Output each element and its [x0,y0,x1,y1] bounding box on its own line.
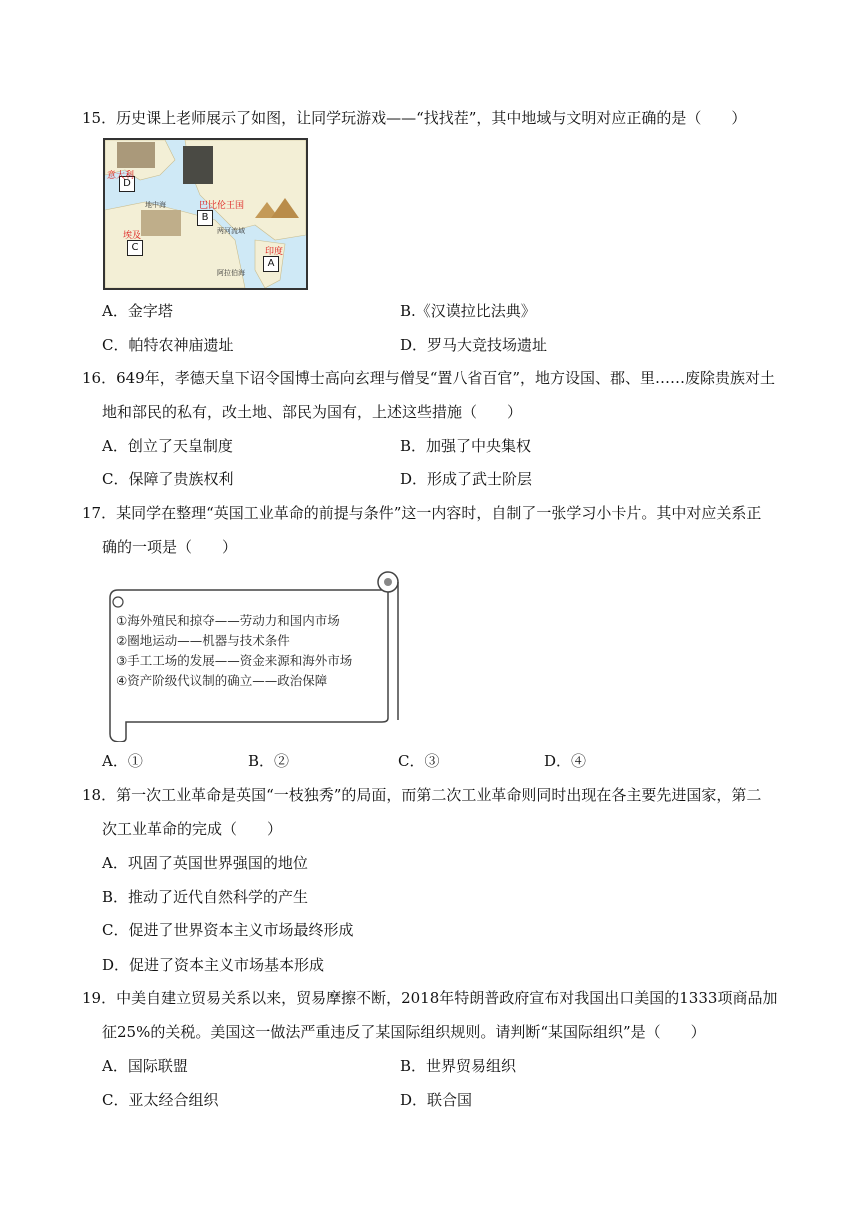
map-label-small2: 两河流域 [217,227,245,235]
q17-option-c[interactable]: C．③ [398,752,440,770]
q19-option-a[interactable]: A．国际联盟 [102,1057,188,1075]
q18-option-c[interactable]: C．促进了世界资本主义市场最终形成 [102,921,354,939]
map-letter-d: D [119,176,135,192]
map-label-small3: 阿拉伯海 [217,269,245,277]
q18-stem-line2: 次工业革命的完成（ ） [102,820,283,838]
q18-option-a[interactable]: A．巩固了英国世界强国的地位 [102,854,308,872]
q17-option-a[interactable]: A．① [102,752,143,770]
q15-map-figure [103,138,308,290]
q16-option-d[interactable]: D．形成了武士阶层 [400,470,533,488]
card-item-4: ④资产阶级代议制的确立——政治保障 [116,673,328,688]
q17-option-b[interactable]: B．② [248,752,290,770]
q18-stem-line1: 18．第一次工业革命是英国“一枝独秀”的局面，而第二次工业革命则同时出现在各主要先进国家，第二 [82,786,762,804]
q16-stem-line2: 地和部民的私有，改土地、部民为国有，上述这些措施（ ） [102,403,523,421]
card-item-2: ②圈地运动——机器与技术条件 [116,633,290,648]
q18-option-b[interactable]: B．推动了近代自然科学的产生 [102,888,309,906]
q19-option-c[interactable]: C．亚太经合组织 [102,1091,219,1109]
q16-stem-line1: 16．649年，孝德天皇下诏令国博士高向玄理与僧旻“置八省百官”，地方设国、郡、里……废除贵族对土 [82,369,776,387]
q19-stem-line2: 征25%的关税。美国这一做法严重违反了某国际组织规则。请判断“某国际组织”是（ ） [102,1023,706,1041]
map-letter-a: A [263,256,279,272]
q15-stem: 15．历史课上老师展示了如图，让同学玩游戏——“找找茬”，其中地域与文明对应正确的是（ ） [82,109,747,127]
q17-stem-line1: 17．某同学在整理“英国工业革命的前提与条件”这一内容时，自制了一张学习小卡片。其中对应关系正 [82,504,762,522]
map-label-india: 印度 [265,247,284,257]
q17-stem-line2: 确的一项是（ ） [102,538,238,556]
q16-option-b[interactable]: B．加强了中央集权 [400,437,532,455]
q15-option-b[interactable]: B.《汉谟拉比法典》 [400,302,536,320]
map-letter-c: C [127,240,143,256]
q17-option-d[interactable]: D．④ [544,752,587,770]
map-label-egypt: 埃及 [123,231,142,241]
map-label-babylon: 巴比伦王国 [199,201,245,211]
map-letter-b: B [197,210,213,226]
q19-option-d[interactable]: D．联合国 [400,1091,473,1109]
q18-option-d[interactable]: D．促进了资本主义市场基本形成 [102,956,325,974]
map-label-rome: 意大利 [107,171,135,181]
q16-option-c[interactable]: C．保障了贵族权利 [102,470,234,488]
map-label-small1: 地中海 [145,201,166,209]
q19-stem-line1: 19．中美自建立贸易关系以来，贸易摩擦不断，2018年特朗普政府宣布对我国出口美国的1333项商品加 [82,989,778,1007]
card-item-1: ①海外殖民和掠夺——劳动力和国内市场 [116,613,340,628]
q15-option-d[interactable]: D．罗马大竞技场遗址 [400,336,548,354]
q15-option-a[interactable]: A．金字塔 [102,302,173,320]
q15-option-c[interactable]: C．帕特农神庙遗址 [102,336,234,354]
q16-option-a[interactable]: A．创立了天皇制度 [102,437,233,455]
card-item-3: ③手工工场的发展——资金来源和海外市场 [116,653,353,668]
q19-option-b[interactable]: B．世界贸易组织 [400,1057,517,1075]
